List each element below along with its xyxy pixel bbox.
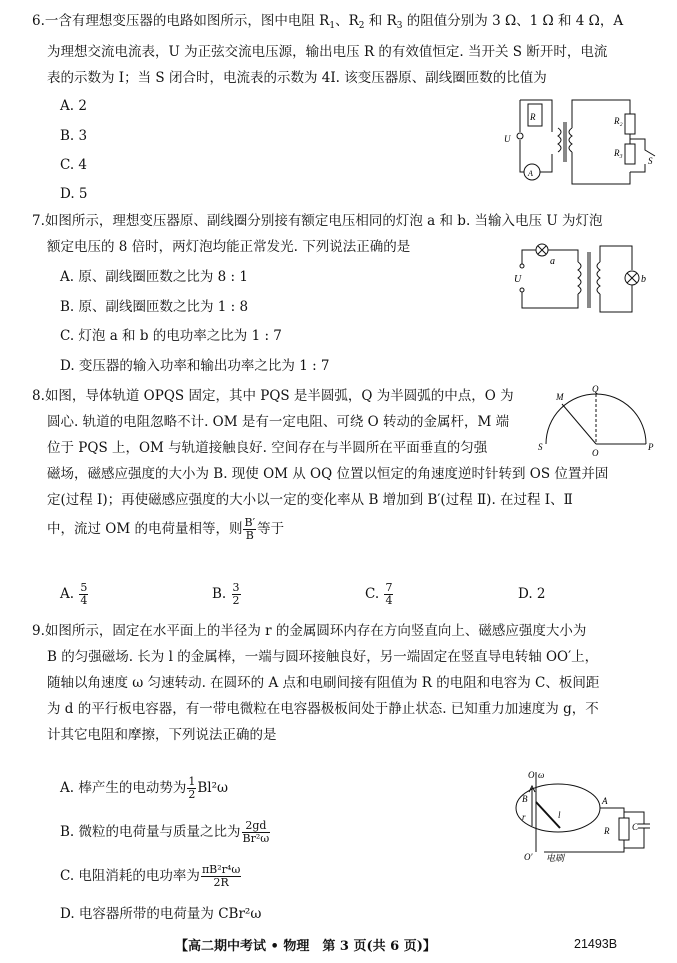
q8-ratio-fraction: $\frac{B'}{B}$ [244,516,256,542]
q8-option-c: C. $\frac{7}{4}$ [365,581,393,607]
q9-line3: 随轴以角速度 ω 匀速转动. 在圆环的 A 点和电刷间接有阻值为 R 的电阻和电容为 C、板间距 [47,675,600,691]
q8-line2: 圆心. 轨道的电阻忽略不计. OM 是有一定电阻、可绕 O 转动的金属杆，M 端 [47,414,510,430]
q8-line6: 中，流过 OM 的电荷量相等，则 $\frac{B'}{B}$ 等于 [47,516,285,542]
q7-circuit-figure [512,238,657,320]
q9-fig-l: l [558,810,561,820]
q7-fig-a: a [550,256,555,267]
q6-circuit-figure [490,92,660,192]
q7-option-d: D. 变压器的输入功率和输出功率之比为 1 : 7 [60,358,330,374]
q7-option-a: A. 原、副线圈匝数之比为 8 : 1 [60,269,248,285]
q9-option-d: D. 电容器所带的电荷量为 CBr²ω [60,906,262,922]
question-9 [32,618,652,748]
q8-fig-m: M [556,392,564,402]
q9-line1: 9.如图所示，固定在水平面上的半径为 r 的金属圆环内存在方向竖直向上、磁感应强度大小为 [32,623,587,639]
q8-option-d: D. 2 [518,586,546,602]
q9-fig-a: A [602,796,608,806]
q8-semicircle-figure [534,384,658,458]
q6-fig-r3: R₃ [614,148,623,158]
q8-fig-o: O [592,448,599,458]
q9-option-b: B. 微粒的电荷量与质量之比为 $\frac{2gd}{\text{Br²ω}}$ [60,819,270,845]
q9-fig-r: r [522,812,526,822]
q6-option-b: B. 3 [60,128,88,144]
q7-option-c: C. 灯泡 a 和 b 的电功率之比为 1 : 7 [60,328,282,344]
q6-option-d: D. 5 [60,186,88,202]
q6-line2: 为理想交流电流表，U 为正弦交流电压源，输出电压 R 的有效值恒定. 当开关 S 断开时，电流 [47,44,608,60]
q6-fig-a: A [528,169,533,178]
q9-fig-res: R [604,826,610,836]
q8-fig-s: S [538,442,543,452]
q6-fig-r: R [530,112,536,122]
q6-line3: 表的示数为 I；当 S 闭合时，电流表的示数为 4I. 该变压器原、副线圈匝数的比值为 [47,70,547,86]
q9-line2: B 的匀强磁场. 长为 l 的金属棒，一端与圆环接触良好，另一端固定在竖直导电转轴 OO′上， [47,649,599,665]
q6-option-a: A. 2 [60,98,87,114]
q6-fig-u: U [504,134,511,144]
q9-line5: 计其它电阻和摩擦，下列说法正确的是 [47,727,277,743]
q9-option-c: C. 电阻消耗的电功率为 $\frac{\text{πB²r⁴ω}}{2R}$ [60,863,241,889]
q9-fig-o: O [528,770,535,780]
q9-option-a: A. 棒产生的电动势为 $\frac{1}{2}$ Bl²ω [60,775,229,801]
q8-option-a: A. $\frac{5}{4}$ [60,581,88,607]
q8-option-b: B. $\frac{3}{2}$ [212,581,240,607]
q8-fig-p: P [648,442,654,452]
q9-ring-figure [506,768,656,863]
q7-line1: 7.如图所示，理想变压器原、副线圈分别接有额定电压相同的灯泡 a 和 b. 当输入电压 U 为灯泡 [32,213,603,229]
exam-code: 21493B [574,937,618,951]
q8-line3: 位于 PQS 上，OM 与轨道接触良好. 空间存在与半圆所在平面垂直的匀强 [47,440,488,456]
q9-line4: 为 d 的平行板电容器，有一带电微粒在电容器极板间处于静止状态. 已知重力加速度为 g，不 [47,701,599,717]
q8-line4: 磁场，磁感应强度的大小为 B. 现使 OM 从 OQ 位置以恒定的角速度逆时针转到 OS 位置并固 [47,466,609,482]
q8-line1: 8.如图，导体轨道 OPQS 固定，其中 PQS 是半圆弧，Q 为半圆弧的中点，O 为 [32,388,514,404]
q9-fig-o2: O′ [524,852,533,862]
q8-fig-q: Q [592,384,599,394]
q9-fig-b: B [522,794,528,804]
q7-option-b: B. 原、副线圈匝数之比为 1 : 8 [60,299,249,315]
page-footer: 【高二期中考试 • 物理 第 3 页(共 6 页)】 [175,939,436,954]
question-6 [32,8,652,91]
q6-option-c: C. 4 [60,157,88,173]
q7-line2: 额定电压的 8 倍时，两灯泡均能正常发光. 下列说法正确的是 [47,239,411,255]
q8-line5: 定(过程 Ⅰ)；再使磁感应强度的大小以一定的变化率从 B 增加到 B′(过程 Ⅱ). 在过程 Ⅰ、Ⅱ [47,492,573,508]
q9-fig-c: C [632,822,639,832]
q9-fig-omega: ω [538,770,545,780]
q6-fig-r2: R₂ [614,116,623,126]
q7-fig-b: b [641,274,646,285]
q6-line1: 6.一含有理想变压器的电路如图所示，图中电阻 $R_1$、$R_2$ 和 $R_3$ 的阻值分别为 3 Ω、1 Ω 和 4 Ω，A [32,13,624,31]
q7-fig-u: U [514,274,522,285]
q9-fig-brush: 电刷 [546,853,565,863]
q6-fig-s: S [648,156,653,166]
